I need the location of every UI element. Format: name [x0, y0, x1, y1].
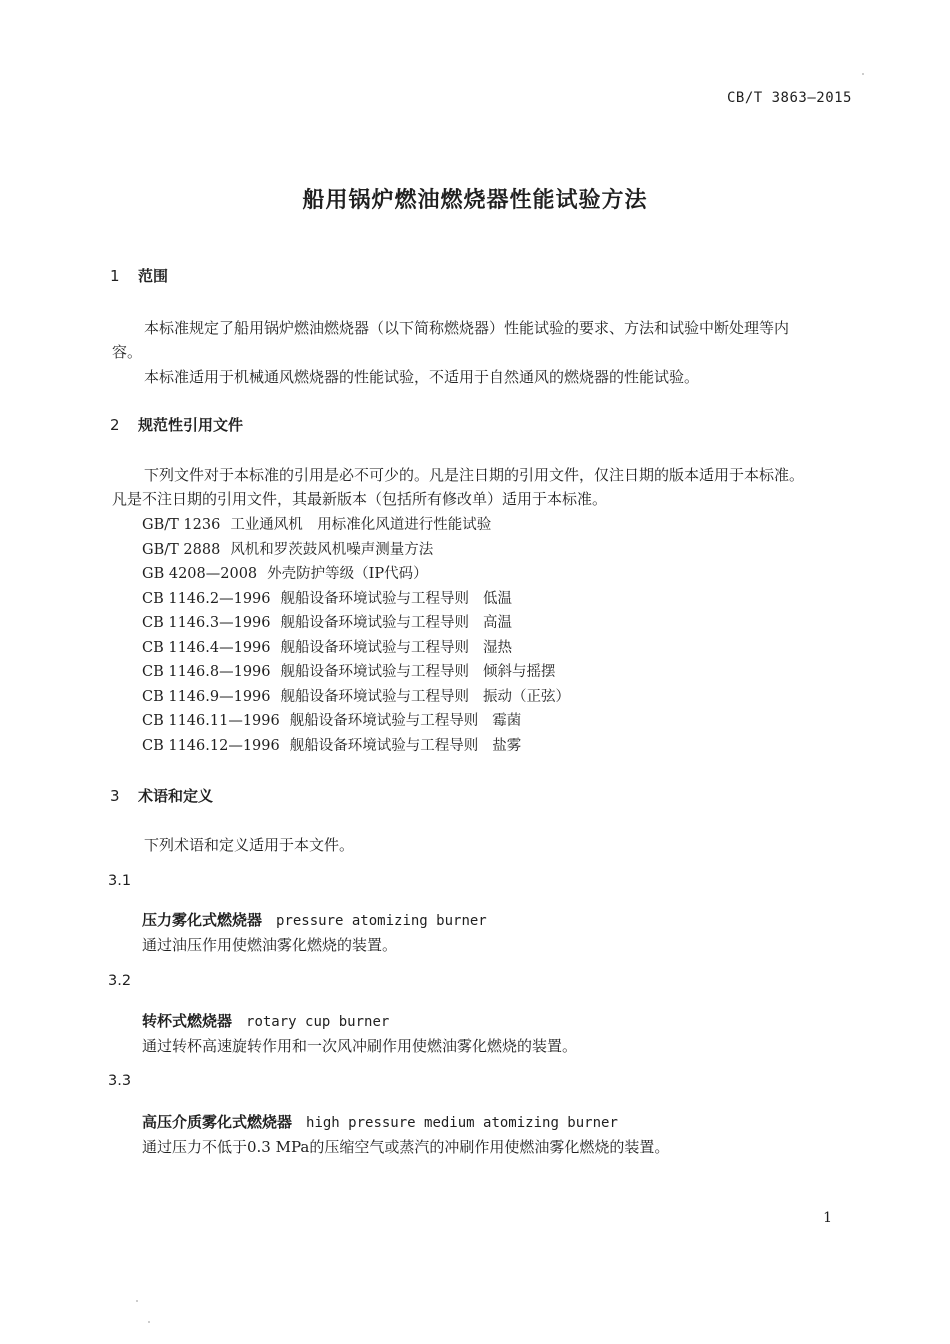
scan-speck: [862, 73, 864, 75]
document-title: 船用锅炉燃油燃烧器性能试验方法: [302, 188, 648, 213]
reference-part: 霉菌: [492, 713, 522, 729]
scan-speck: [148, 1321, 150, 1323]
reference-code: CB 1146.2—1996: [142, 591, 271, 607]
reference-title: 舰船设备环境试验与工程导则: [280, 689, 469, 705]
reference-code: CB 1146.8—1996: [142, 664, 271, 680]
reference-code: CB 1146.12—1996: [142, 738, 280, 754]
reference-item: [142, 611, 512, 632]
clause-number: 3.2: [108, 973, 132, 989]
reference-code: GB 4208—2008: [142, 566, 258, 582]
scan-speck: [136, 1300, 138, 1302]
reference-title: 舰船设备环境试验与工程导则: [289, 738, 479, 754]
reference-item: [142, 685, 570, 706]
section-3-heading: [110, 785, 213, 806]
reference-title: 舰船设备环境试验与工程导则: [289, 713, 479, 729]
term-definition: 通过油压作用使燃油雾化燃烧的装置。: [142, 936, 398, 954]
paragraph: 下列文件对于本标准的引用是必不可少的。凡是注日期的引用文件，仅注日期的版本适用于本标准。: [144, 466, 805, 484]
reference-code: CB 1146.4—1996: [142, 640, 271, 656]
reference-part: 振动（正弦）: [483, 689, 570, 705]
section-number: 1: [110, 267, 120, 285]
section-title: 范围: [138, 267, 169, 285]
reference-part: 倾斜与摇摆: [483, 664, 556, 680]
reference-item: [142, 734, 521, 755]
reference-part: 湿热: [483, 640, 512, 656]
term-chinese: 高压介质雾化式燃烧器: [142, 1113, 293, 1131]
term-english: high pressure medium atomizing burner: [306, 1115, 618, 1131]
term-entry: [142, 909, 487, 930]
reference-part: 高温: [483, 615, 512, 631]
clause-number: 3.1: [108, 873, 132, 889]
standard-number: CB/T 3863—2015: [726, 90, 852, 106]
term-chinese: 压力雾化式燃烧器: [142, 911, 263, 929]
reference-item: [142, 636, 512, 657]
term-entry: [142, 1111, 618, 1132]
reference-title: 舰船设备环境试验与工程导则: [280, 591, 469, 607]
reference-code: CB 1146.11—1996: [142, 713, 280, 729]
reference-part: 低温: [483, 591, 512, 607]
paragraph: 本标准适用于机械通风燃烧器的性能试验，不适用于自然通风的燃烧器的性能试验。: [144, 368, 700, 386]
clause-number: 3.3: [108, 1073, 132, 1089]
reference-part: 盐雾: [492, 738, 522, 754]
section-title: 规范性引用文件: [138, 416, 244, 434]
term-definition: 通过压力不低于0.3 MPa的压缩空气或蒸汽的冲刷作用使燃油雾化燃烧的装置。: [142, 1138, 670, 1156]
paragraph: 本标准规定了船用锅炉燃油燃烧器（以下简称燃烧器）性能试验的要求、方法和试验中断处理等内: [144, 319, 790, 337]
paragraph: 凡是不注日期的引用文件，其最新版本（包括所有修改单）适用于本标准。: [112, 490, 608, 508]
reference-code: GB/T 1236: [142, 517, 221, 533]
paragraph: 容。: [112, 343, 143, 361]
term-english: pressure atomizing burner: [276, 913, 487, 929]
reference-code: CB 1146.9—1996: [142, 689, 271, 705]
reference-item: [142, 513, 491, 534]
reference-code: CB 1146.3—1996: [142, 615, 271, 631]
paragraph: 下列术语和定义适用于本文件。: [144, 836, 355, 854]
reference-title: 舰船设备环境试验与工程导则: [280, 615, 469, 631]
term-entry: [142, 1010, 389, 1031]
reference-item: [142, 562, 428, 583]
section-2-heading: [110, 414, 243, 435]
section-title: 术语和定义: [138, 787, 214, 805]
reference-item: [142, 538, 433, 559]
term-definition: 通过转杯高速旋转作用和一次风冲刷作用使燃油雾化燃烧的装置。: [142, 1037, 578, 1055]
reference-item: [142, 660, 556, 681]
section-1-heading: [110, 265, 168, 286]
reference-title: 外壳防护等级（IP代码）: [267, 566, 428, 582]
reference-code: GB/T 2888: [142, 542, 221, 558]
reference-title: 舰船设备环境试验与工程导则: [280, 664, 469, 680]
reference-title: 风机和罗茨鼓风机噪声测量方法: [230, 542, 434, 558]
reference-title: 工业通风机 用标准化风道进行性能试验: [230, 517, 492, 533]
section-number: 3: [110, 787, 120, 805]
reference-title: 舰船设备环境试验与工程导则: [280, 640, 469, 656]
reference-item: [142, 709, 521, 730]
term-english: rotary cup burner: [246, 1014, 390, 1030]
section-number: 2: [110, 416, 120, 434]
reference-item: [142, 587, 512, 608]
term-chinese: 转杯式燃烧器: [142, 1012, 233, 1030]
page-number: 1: [823, 1210, 832, 1226]
